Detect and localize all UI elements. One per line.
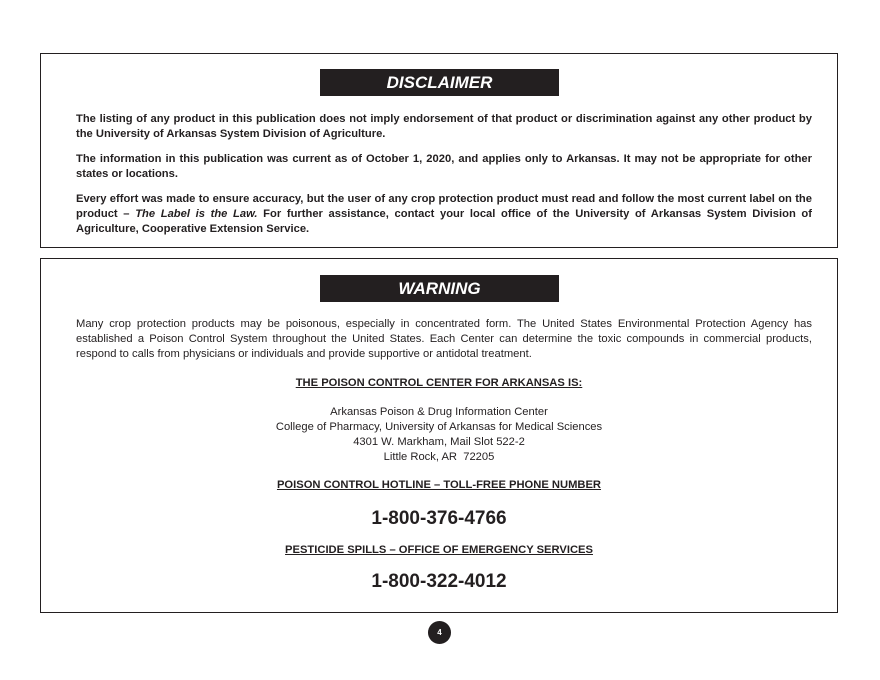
address-line: Little Rock, AR 72205	[383, 451, 495, 463]
address-line: Arkansas Poison & Drug Information Center	[330, 406, 548, 418]
label-is-law-emphasis: The Label is the Law.	[135, 208, 258, 220]
page-number: 4	[428, 621, 451, 644]
warning-paragraph: Many crop protection products may be poisonous, especially in concentrated form. The United States Environmental Protection Agency has established a Poison Control System throughout the United States. Each Center can determine the toxic compounds in commercial products, respond to calls from physicians or individuals and provide supportive or antidotal treatment.	[76, 318, 812, 360]
disclaimer-paragraph-2: The information in this publication was current as of October 1, 2020, and applies only to Arkansas. It may not be appropriate for other states or locations.	[76, 153, 812, 180]
poison-center-heading: THE POISON CONTROL CENTER FOR ARKANSAS IS:	[295, 377, 583, 389]
address-line: College of Pharmacy, University of Arkansas for Medical Sciences	[275, 421, 603, 433]
disclaimer-title: DISCLAIMER	[320, 69, 559, 96]
address-line: 4301 W. Markham, Mail Slot 522-2	[353, 436, 525, 448]
disclaimer-box	[40, 53, 838, 248]
spills-heading: PESTICIDE SPILLS – OFFICE OF EMERGENCY SERVICES	[285, 544, 593, 556]
disclaimer-paragraph-3	[76, 192, 812, 237]
disclaimer-paragraph-3-end: For further assistance, contact your local office of the University of Arkansas System Division of Agriculture, Cooperative Extension Service.	[76, 208, 812, 235]
hotline-phone-number: 1-800-376-4766	[371, 508, 507, 529]
disclaimer-paragraph-3-start: Every effort was made to ensure accuracy, but the user of any crop protection product must read and follow the most current label on the product –	[76, 193, 812, 220]
disclaimer-paragraph-1: The listing of any product in this publication does not imply endorsement of that product or discrimination against any other product by the University of Arkansas System Division of Agriculture.	[76, 113, 812, 140]
warning-box	[40, 258, 838, 613]
spills-phone-number: 1-800-322-4012	[371, 571, 507, 592]
warning-title: WARNING	[320, 275, 559, 302]
poison-center-address	[41, 405, 837, 465]
hotline-heading: POISON CONTROL HOTLINE – TOLL-FREE PHONE NUMBER	[276, 479, 602, 491]
